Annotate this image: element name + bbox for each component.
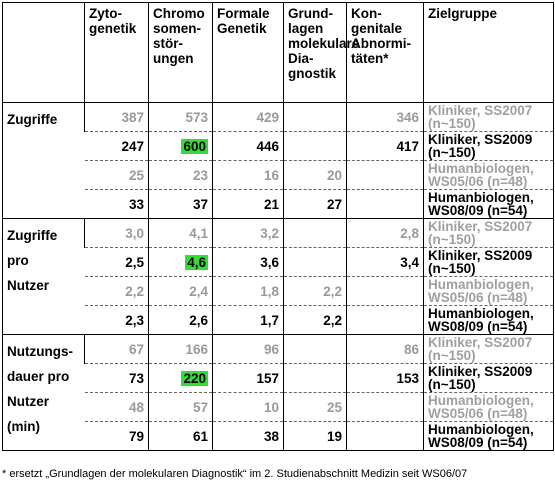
target-group-cell: Humanbiologen, WS08/09 (n=54) (424, 190, 554, 219)
cell-value: 73 (128, 370, 144, 386)
cell-value: 23 (192, 167, 208, 183)
value-cell (284, 364, 347, 393)
value-cell (284, 132, 347, 161)
value-cell (85, 364, 149, 393)
cell-value: 417 (396, 138, 419, 154)
table-row (3, 277, 554, 306)
cell-value: 96 (263, 341, 279, 357)
value-cell (213, 277, 284, 306)
cell-value: 48 (128, 399, 144, 415)
table-row (3, 190, 554, 219)
cell-value: 157 (256, 370, 279, 386)
value-cell (149, 219, 213, 248)
table-row (3, 248, 554, 277)
value-cell (85, 219, 149, 248)
value-cell (347, 219, 424, 248)
table-row (3, 306, 554, 335)
value-cell (85, 422, 149, 451)
value-cell (149, 393, 213, 422)
target-group-cell: Humanbiologen, WS08/09 (n=54) (424, 306, 554, 335)
column-header: Chromo somen- stör- ungen (149, 3, 213, 103)
target-group-cell: Humanbiologen, WS05/06 (n=48) (424, 277, 554, 306)
target-group-cell: Humanbiologen, WS08/09 (n=54) (424, 422, 554, 451)
highlighted-value: 220 (183, 370, 206, 386)
value-cell (85, 248, 149, 277)
row-group-label: Nutzungs- dauer pro Nutzer (min) (3, 335, 85, 451)
value-cell (284, 335, 347, 364)
value-cell (85, 393, 149, 422)
target-group-cell: Humanbiologen, WS05/06 (n=48) (424, 393, 554, 422)
cell-value: 4,1 (189, 225, 208, 241)
footnote: * ersetzt „Grundlagen der molekularen Diagnostik“ im 2. Studienabschnitt Medizin seit WS06/07 (2, 468, 468, 480)
cell-value: 25 (326, 399, 342, 415)
table-row (3, 103, 554, 132)
table-row (3, 422, 554, 451)
value-cell (347, 364, 424, 393)
value-cell (213, 190, 284, 219)
value-cell (347, 422, 424, 451)
table-row (3, 132, 554, 161)
value-cell (284, 306, 347, 335)
target-group-cell: Kliniker, SS2007 (n~150) (424, 103, 554, 132)
value-cell (284, 219, 347, 248)
cell-value: 86 (403, 341, 419, 357)
value-cell (347, 103, 424, 132)
value-cell (85, 132, 149, 161)
cell-value: 1,7 (260, 312, 279, 328)
cell-value: 61 (192, 428, 208, 444)
value-cell (347, 335, 424, 364)
value-cell (284, 161, 347, 190)
cell-value: 27 (326, 196, 342, 212)
cell-value: 247 (121, 138, 144, 154)
cell-value: 25 (128, 167, 144, 183)
cell-value: 3,0 (125, 225, 144, 241)
value-cell (149, 335, 213, 364)
value-cell (213, 364, 284, 393)
table-row (3, 161, 554, 190)
column-header: Formale Genetik (213, 3, 284, 103)
target-group-cell: Kliniker, SS2009 (n~150) (424, 364, 554, 393)
value-cell (347, 132, 424, 161)
cell-value: 2,2 (323, 312, 342, 328)
cell-value: 2,3 (125, 312, 144, 328)
target-group-cell: Humanbiologen, WS05/06 (n=48) (424, 161, 554, 190)
highlighted-value: 600 (183, 138, 206, 154)
value-cell (149, 364, 213, 393)
target-group-cell: Kliniker, SS2007 (n~150) (424, 219, 554, 248)
header-row (3, 3, 554, 103)
value-cell (347, 190, 424, 219)
value-cell (347, 306, 424, 335)
value-cell (149, 132, 213, 161)
column-header: Zielgruppe (424, 3, 554, 103)
cell-value: 387 (121, 109, 144, 125)
cell-value: 2,4 (189, 283, 208, 299)
value-cell (149, 306, 213, 335)
value-cell (85, 161, 149, 190)
value-cell (284, 422, 347, 451)
cell-value: 3,6 (260, 254, 279, 270)
value-cell (347, 277, 424, 306)
cell-value: 166 (185, 341, 208, 357)
value-cell (284, 393, 347, 422)
row-group-label: Zugriffe pro Nutzer (3, 219, 85, 335)
column-header: Kon- genitale Abnormi- täten* (347, 3, 424, 103)
value-cell (284, 248, 347, 277)
value-cell (149, 277, 213, 306)
value-cell (149, 190, 213, 219)
cell-value: 3,2 (260, 225, 279, 241)
cell-value: 37 (192, 196, 208, 212)
cell-value: 573 (185, 109, 208, 125)
table-row (3, 219, 554, 248)
cell-value: 57 (192, 399, 208, 415)
value-cell (213, 335, 284, 364)
target-group-cell: Kliniker, SS2007 (n~150) (424, 335, 554, 364)
cell-value: 346 (396, 109, 419, 125)
cell-value: 2,6 (189, 312, 208, 328)
cell-value: 153 (396, 370, 419, 386)
row-group-label: Zugriffe (3, 103, 85, 219)
target-group-cell: Kliniker, SS2009 (n~150) (424, 132, 554, 161)
table-row (3, 335, 554, 364)
cell-value: 2,2 (125, 283, 144, 299)
value-cell (213, 103, 284, 132)
value-cell (149, 161, 213, 190)
cell-value: 2,5 (125, 254, 144, 270)
value-cell (213, 306, 284, 335)
cell-value: 20 (326, 167, 342, 183)
cell-value: 2,2 (323, 283, 342, 299)
value-cell (213, 132, 284, 161)
cell-value: 21 (263, 196, 279, 212)
value-cell (85, 335, 149, 364)
value-cell (85, 306, 149, 335)
value-cell (213, 219, 284, 248)
cell-value: 446 (256, 138, 279, 154)
cell-value: 38 (263, 428, 279, 444)
value-cell (213, 393, 284, 422)
cell-value: 3,4 (400, 254, 419, 270)
table-row (3, 364, 554, 393)
value-cell (347, 161, 424, 190)
cell-value: 10 (263, 399, 279, 415)
cell-value: 429 (256, 109, 279, 125)
cell-value: 16 (263, 167, 279, 183)
corner-cell (3, 3, 85, 103)
usage-table (2, 2, 554, 451)
cell-value: 1,8 (260, 283, 279, 299)
cell-value: 19 (326, 428, 342, 444)
value-cell (213, 248, 284, 277)
value-cell (85, 103, 149, 132)
cell-value: 2,8 (400, 225, 419, 241)
value-cell (213, 422, 284, 451)
value-cell (85, 277, 149, 306)
column-header: Zyto- genetik (85, 3, 149, 103)
value-cell (284, 190, 347, 219)
value-cell (284, 103, 347, 132)
table-row (3, 393, 554, 422)
value-cell (213, 161, 284, 190)
highlighted-value: 4,6 (187, 254, 206, 270)
cell-value: 67 (128, 341, 144, 357)
value-cell (347, 248, 424, 277)
cell-value: 79 (128, 428, 144, 444)
value-cell (347, 393, 424, 422)
value-cell (149, 422, 213, 451)
target-group-cell: Kliniker, SS2009 (n~150) (424, 248, 554, 277)
value-cell (284, 277, 347, 306)
value-cell (85, 190, 149, 219)
cell-value: 33 (128, 196, 144, 212)
value-cell (149, 248, 213, 277)
value-cell (149, 103, 213, 132)
column-header: Grund- lagen molekulare Dia- gnostik (284, 3, 347, 103)
